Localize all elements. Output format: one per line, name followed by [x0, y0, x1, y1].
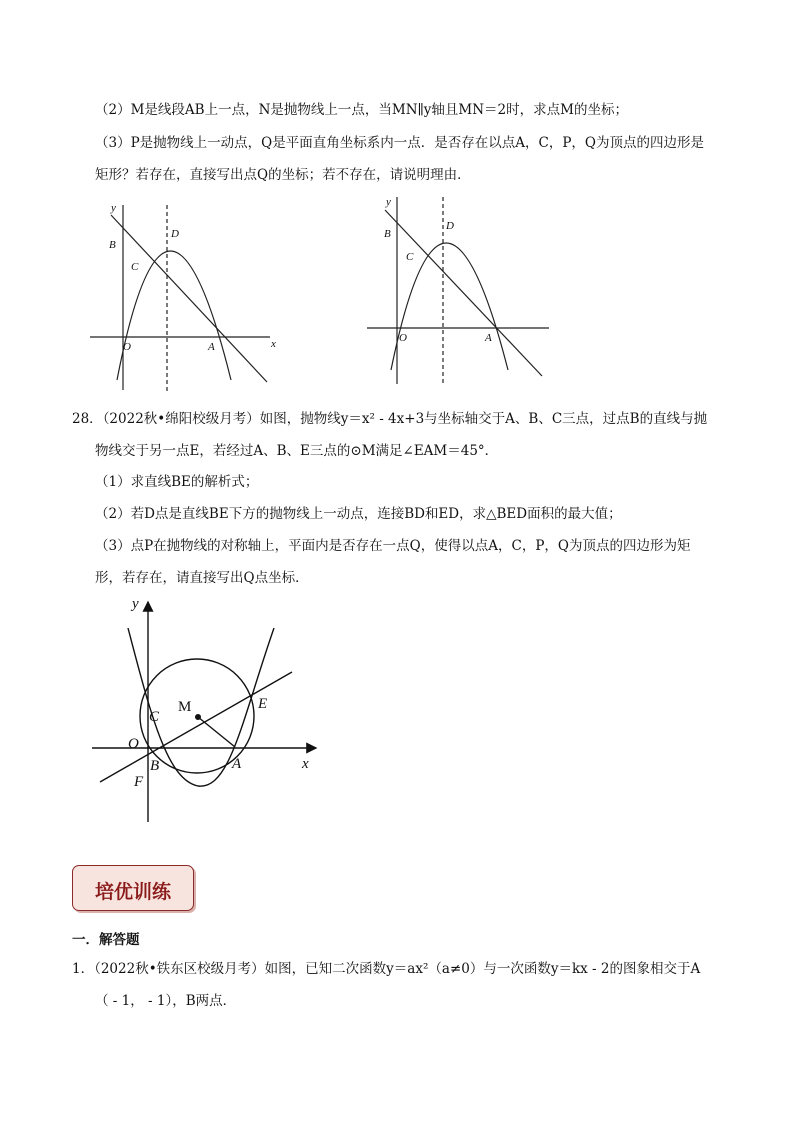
label-d: D	[171, 228, 179, 240]
q27-part2	[95, 100, 628, 120]
label-x: x	[302, 756, 309, 772]
q1-line1	[72, 959, 700, 979]
label-a: A	[485, 332, 492, 344]
label-c: C	[149, 709, 160, 725]
q28-stem1: 如图，抛物线y＝x² - 4x+3与坐标轴交于A、B、C三点，过点B的直线与抛	[259, 411, 708, 427]
q27-part2-text: M是线段AB上一点，N是抛物线上一点，当MN∥y轴且MN＝2时，求点M的坐标；	[130, 102, 628, 118]
q27-part2-tag: （2）	[95, 102, 131, 118]
q27-part3-line2: 矩形？若存在，直接写出点Q的坐标；若不存在，请说明理由．	[95, 167, 471, 183]
label-d: D	[446, 220, 454, 232]
label-a: A	[208, 341, 215, 353]
point-m	[195, 714, 201, 720]
q1-source: （2022秋•铁东区校级月考）	[94, 961, 265, 977]
label-m: M	[178, 699, 192, 715]
q28-stem-line1	[72, 409, 707, 429]
q28-part3-line2: 形，若存在，请直接写出Q点坐标．	[95, 570, 309, 586]
section-badge-label: 培优训练	[94, 881, 171, 903]
label-b: B	[150, 758, 160, 774]
q1-line2: （ - 1， - 1），B两点．	[95, 993, 237, 1009]
q27-part3-line1	[95, 133, 704, 153]
label-b: B	[109, 239, 116, 251]
label-e: E	[258, 696, 268, 712]
q28-part1: （1）求直线BE的解析式；	[95, 474, 259, 490]
q27-part3-tag: （3）	[95, 135, 131, 151]
line-ab	[111, 215, 267, 382]
q28-source: （2022秋•绵阳校级月考）	[102, 411, 260, 427]
q28-stem-line2: 物线交于另一点E，若经过A、B、E三点的⊙M满足∠EAM＝45°．	[95, 443, 499, 459]
q27-figure-left	[85, 195, 285, 395]
label-y: y	[132, 596, 139, 612]
label-o: O	[399, 332, 407, 344]
label-b: B	[384, 228, 391, 240]
label-a: A	[232, 756, 242, 772]
line-ab	[385, 210, 542, 376]
label-f: F	[134, 774, 144, 790]
q28-part2: （2）若D点是直线BE下方的抛物线上一动点，连接BD和ED，求△BED面积的最大值；	[95, 506, 622, 522]
segment-ma	[198, 717, 235, 747]
label-y: y	[111, 202, 116, 214]
line-be	[100, 672, 292, 782]
label-x: x	[271, 338, 276, 350]
section-title: 一．解答题	[72, 932, 140, 948]
q1-stem: 如图，已知二次函数y＝ax²（a≠0）与一次函数y＝kx - 2的图象相交于A	[264, 961, 701, 977]
q28-figure	[80, 590, 330, 825]
q28-number: 28．	[72, 411, 103, 427]
label-o: O	[128, 736, 139, 752]
label-c: C	[131, 261, 139, 273]
q27-part3-text: P是抛物线上一动点，Q是平面直角坐标系内一点．是否存在以点A，C，P，Q为顶点的四边形是	[130, 135, 704, 151]
q28-part3-line1: （3）点P在抛物线的对称轴上，平面内是否存在一点Q，使得以点A，C，P，Q为顶点的四边形为矩	[95, 538, 691, 554]
section-badge	[72, 865, 194, 911]
label-y: y	[386, 196, 391, 208]
label-c: C	[406, 251, 414, 263]
q1-number: 1．	[72, 961, 95, 977]
q27-figure-right	[362, 192, 557, 387]
label-o: O	[123, 341, 131, 353]
